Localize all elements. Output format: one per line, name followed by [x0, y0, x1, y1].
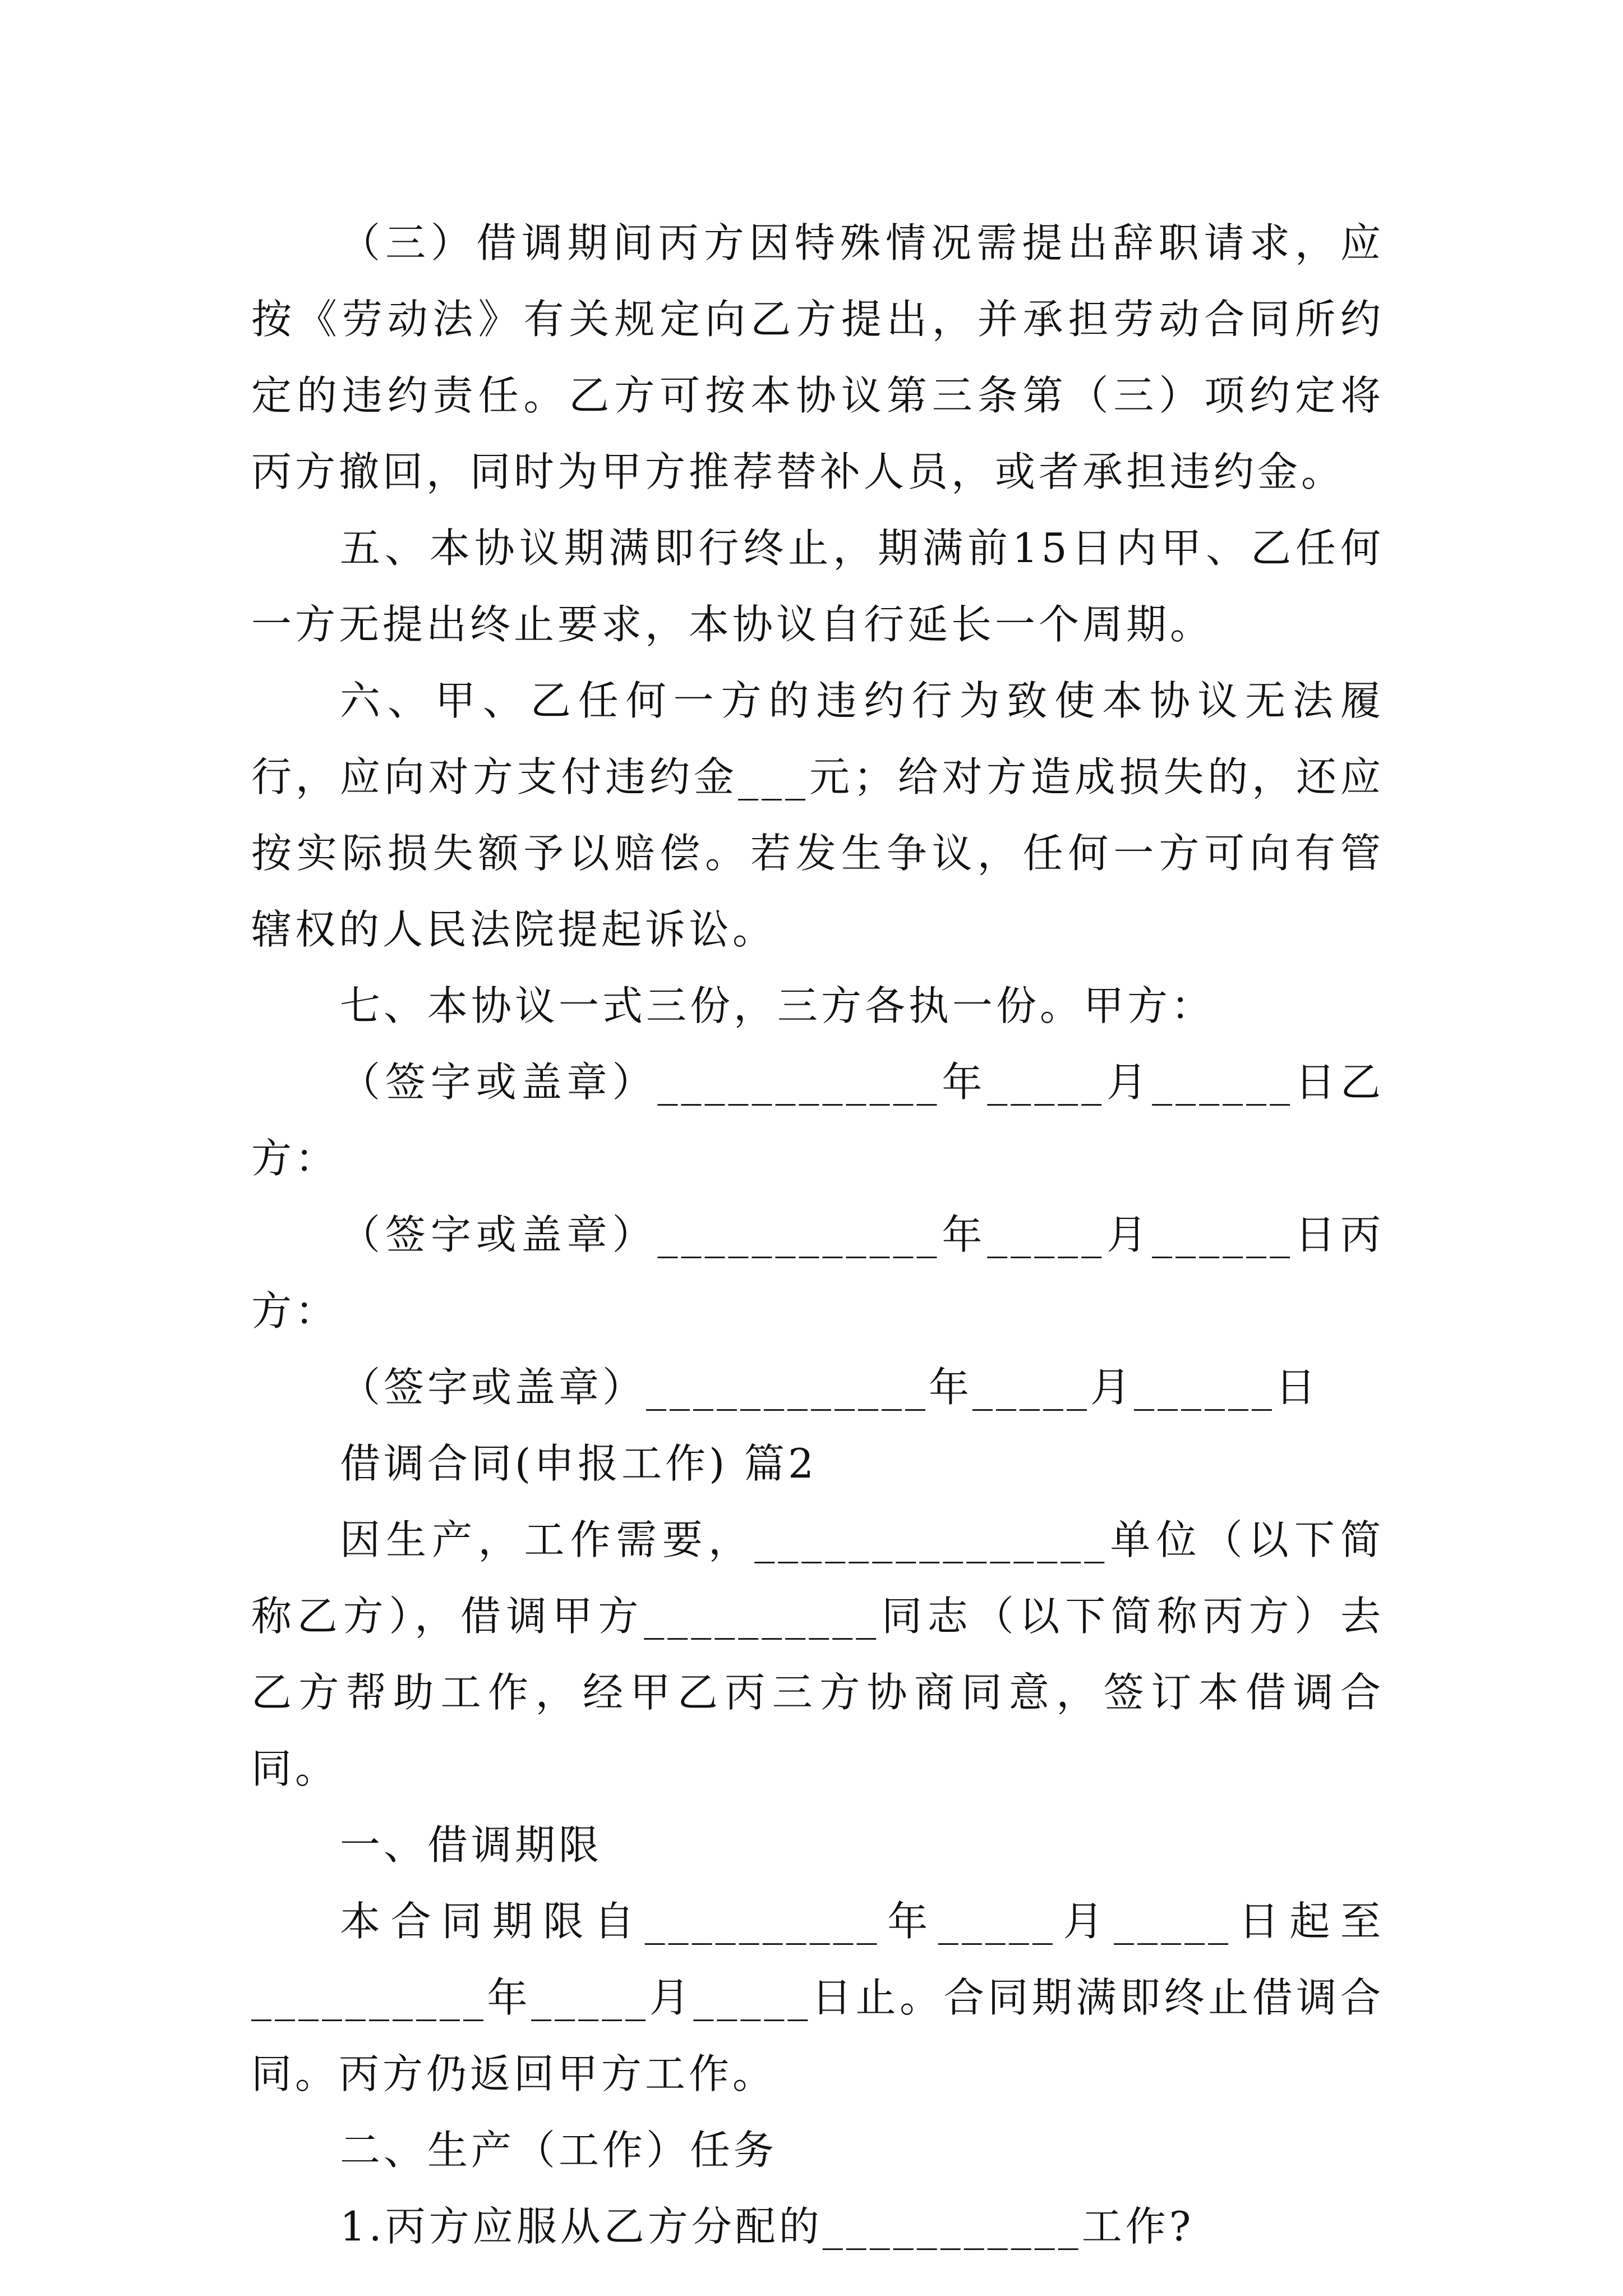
signature-line-party-b: （签字或盖章）____________年_____月______日丙方：	[251, 1211, 1384, 1335]
paragraph-clause-six: 六、甲、乙任何一方的违约行为致使本协议无法履行，应向对方支付违约金___元；给对方造成损失的，还应按实际损失额予以赔偿。若发生争议，任何一方可向有管辖权的人民法院提起诉讼。	[251, 677, 1384, 953]
heading-production-tasks: 二、生产（工作）任务	[340, 2127, 778, 2174]
paragraph-resignation-clause: （三）借调期间丙方因特殊情况需提出辞职请求，应按《劳动法》有关规定向乙方提出，并承担劳动合同所约定的违约责任。乙方可按本协议第三条第（三）项约定将丙方撤回，同时为甲方推荐替补人员，或者承担违约金。	[251, 219, 1384, 495]
section-heading-contract-2: 借调合同(申报工作) 篇2	[340, 1440, 817, 1487]
paragraph-clause-seven: 七、本协议一式三份，三方各执一份。甲方：	[340, 982, 1215, 1029]
signature-line-party-c: （签字或盖章）____________年_____月______日	[340, 1364, 1320, 1411]
paragraph-task-assignment: 1.丙方应服从乙方分配的___________工作?	[340, 2203, 1195, 2250]
document-body	[251, 205, 1384, 2265]
paragraph-clause-five: 五、本协议期满即行终止，期满前15日内甲、乙任何一方无提出终止要求，本协议自行延长一个周期。	[251, 524, 1384, 648]
paragraph-loan-period: 本合同期限自__________年_____月_____日起至__________年_____月_____日止。合同期满即终止借调合同。丙方仍返回甲方工作。	[251, 1898, 1384, 2097]
paragraph-contract-intro: 因生产，工作需要，_______________单位（以下简称乙方），借调甲方__________同志（以下简称丙方）去乙方帮助工作，经甲乙丙三方协商同意，签订本借调合同。	[251, 1516, 1384, 1792]
signature-line-party-a: （签字或盖章）____________年_____月______日乙方：	[251, 1059, 1384, 1182]
heading-loan-period: 一、借调期限	[340, 1821, 603, 1869]
